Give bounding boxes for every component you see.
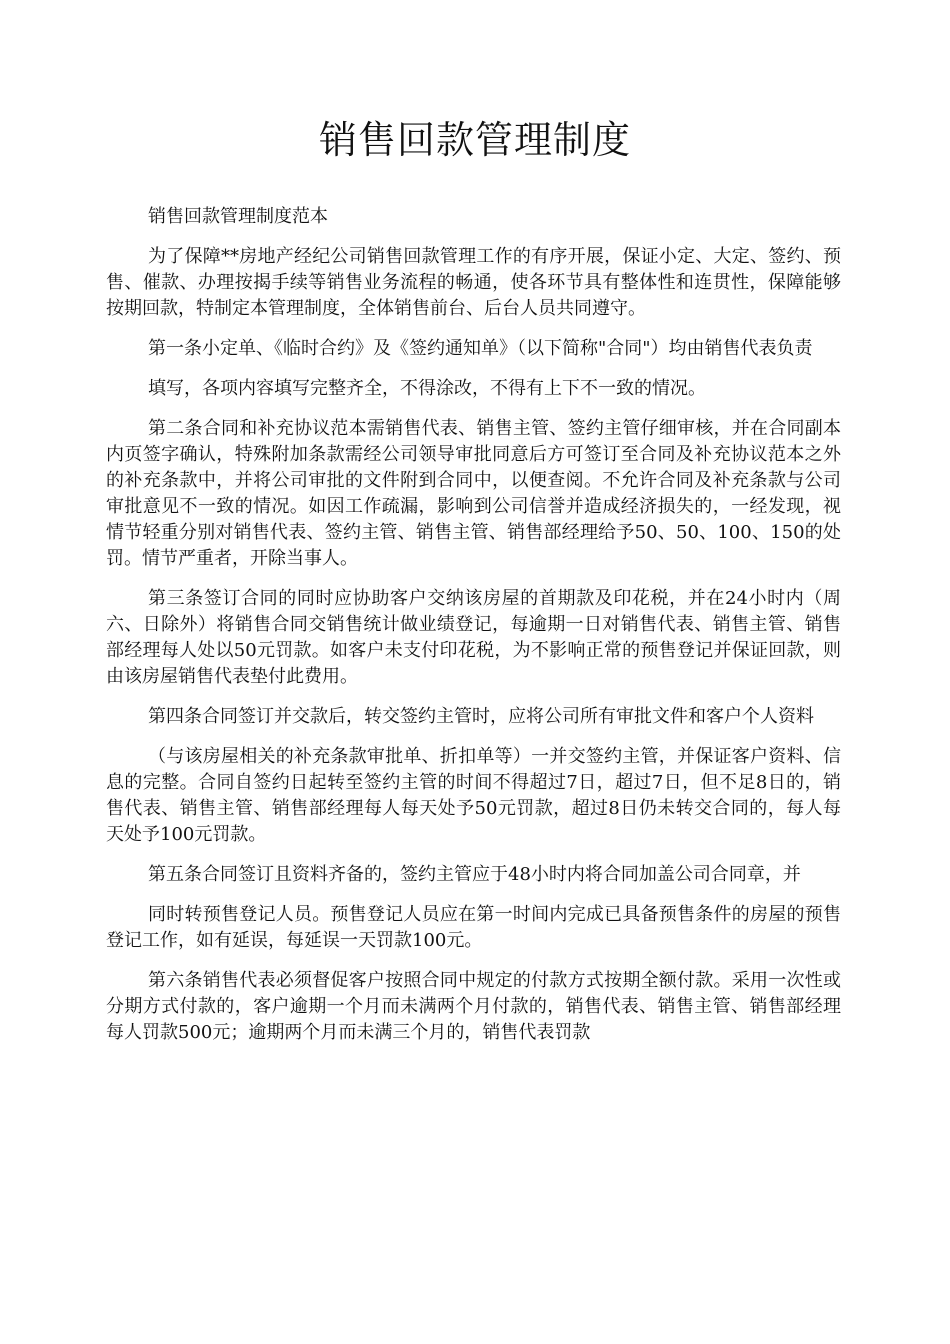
paragraph-preamble: 为了保障**房地产经纪公司销售回款管理工作的有序开展，保证小定、大定、签约、预售、催款、办理按揭手续等销售业务流程的畅通，使各环节具有整体性和连贯性，保障能够按期回款，特制定本管理制度，全体销售前台、后台人员共同遵守。 (106, 246, 841, 319)
paragraph-article-5-cont: 同时转预售登记人员。预售登记人员应在第一时间内完成已具备预售条件的房屋的预售登记工作，如有延误，每延误一天罚款100元。 (106, 904, 841, 951)
paragraph-article-5: 第五条合同签订且资料齐备的，签约主管应于48小时内将合同加盖公司合同章，并 (148, 864, 801, 885)
paragraph-article-3: 第三条签订合同的同时应协助客户交纳该房屋的首期款及印花税，并在24小时内（周六、日除外）将销售合同交销售统计做业绩登记，每逾期一日对销售代表、销售主管、销售部经理每人处以50元罚款。如客户未支付印花税，为不影响正常的预售登记并保证回款，则由该房屋销售代表垫付此费用。 (106, 588, 841, 687)
document-title: 销售回款管理制度 (318, 118, 631, 162)
document-body (106, 204, 841, 1060)
paragraph-article-6: 第六条销售代表必须督促客户按照合同中规定的付款方式按期全额付款。采用一次性或分期方式付款的，客户逾期一个月而未满两个月付款的，销售代表、销售主管、销售部经理每人罚款500元；逾期两个月而未满三个月的，销售代表罚款 (106, 970, 841, 1043)
paragraph-template-name: 销售回款管理制度范本 (148, 206, 328, 227)
paragraph-article-4-cont: （与该房屋相关的补充条款审批单、折扣单等）一并交签约主管，并保证客户资料、信息的完整。合同自签约日起转至签约主管的时间不得超过7日，超过7日，但不足8日的，销售代表、销售主管、销售部经理每人每天处予50元罚款，超过8日仍未转交合同的，每人每天处予100元罚款。 (106, 746, 841, 845)
paragraph-article-1: 第一条小定单、《临时合约》及《签约通知单》（以下简称"合同"）均由销售代表负责 (148, 338, 813, 359)
paragraph-article-4: 第四条合同签订并交款后，转交签约主管时，应将公司所有审批文件和客户个人资料 (148, 706, 814, 727)
paragraph-article-2: 第二条合同和补充协议范本需销售代表、销售主管、签约主管仔细审核，并在合同副本内页签字确认，特殊附加条款需经公司领导审批同意后方可签订至合同及补充协议范本之外的补充条款中，并将公司审批的文件附到合同中，以便查阅。不允许合同及补充条款与公司审批意见不一致的情况。如因工作疏漏，影响到公司信誉并造成经济损失的，一经发现，视情节轻重分别对销售代表、签约主管、销售主管、销售部经理给予50、50、100、150的处罚。情节严重者，开除当事人。 (106, 418, 841, 569)
paragraph-article-1-cont: 填写，各项内容填写完整齐全，不得涂改，不得有上下不一致的情况。 (148, 378, 706, 399)
